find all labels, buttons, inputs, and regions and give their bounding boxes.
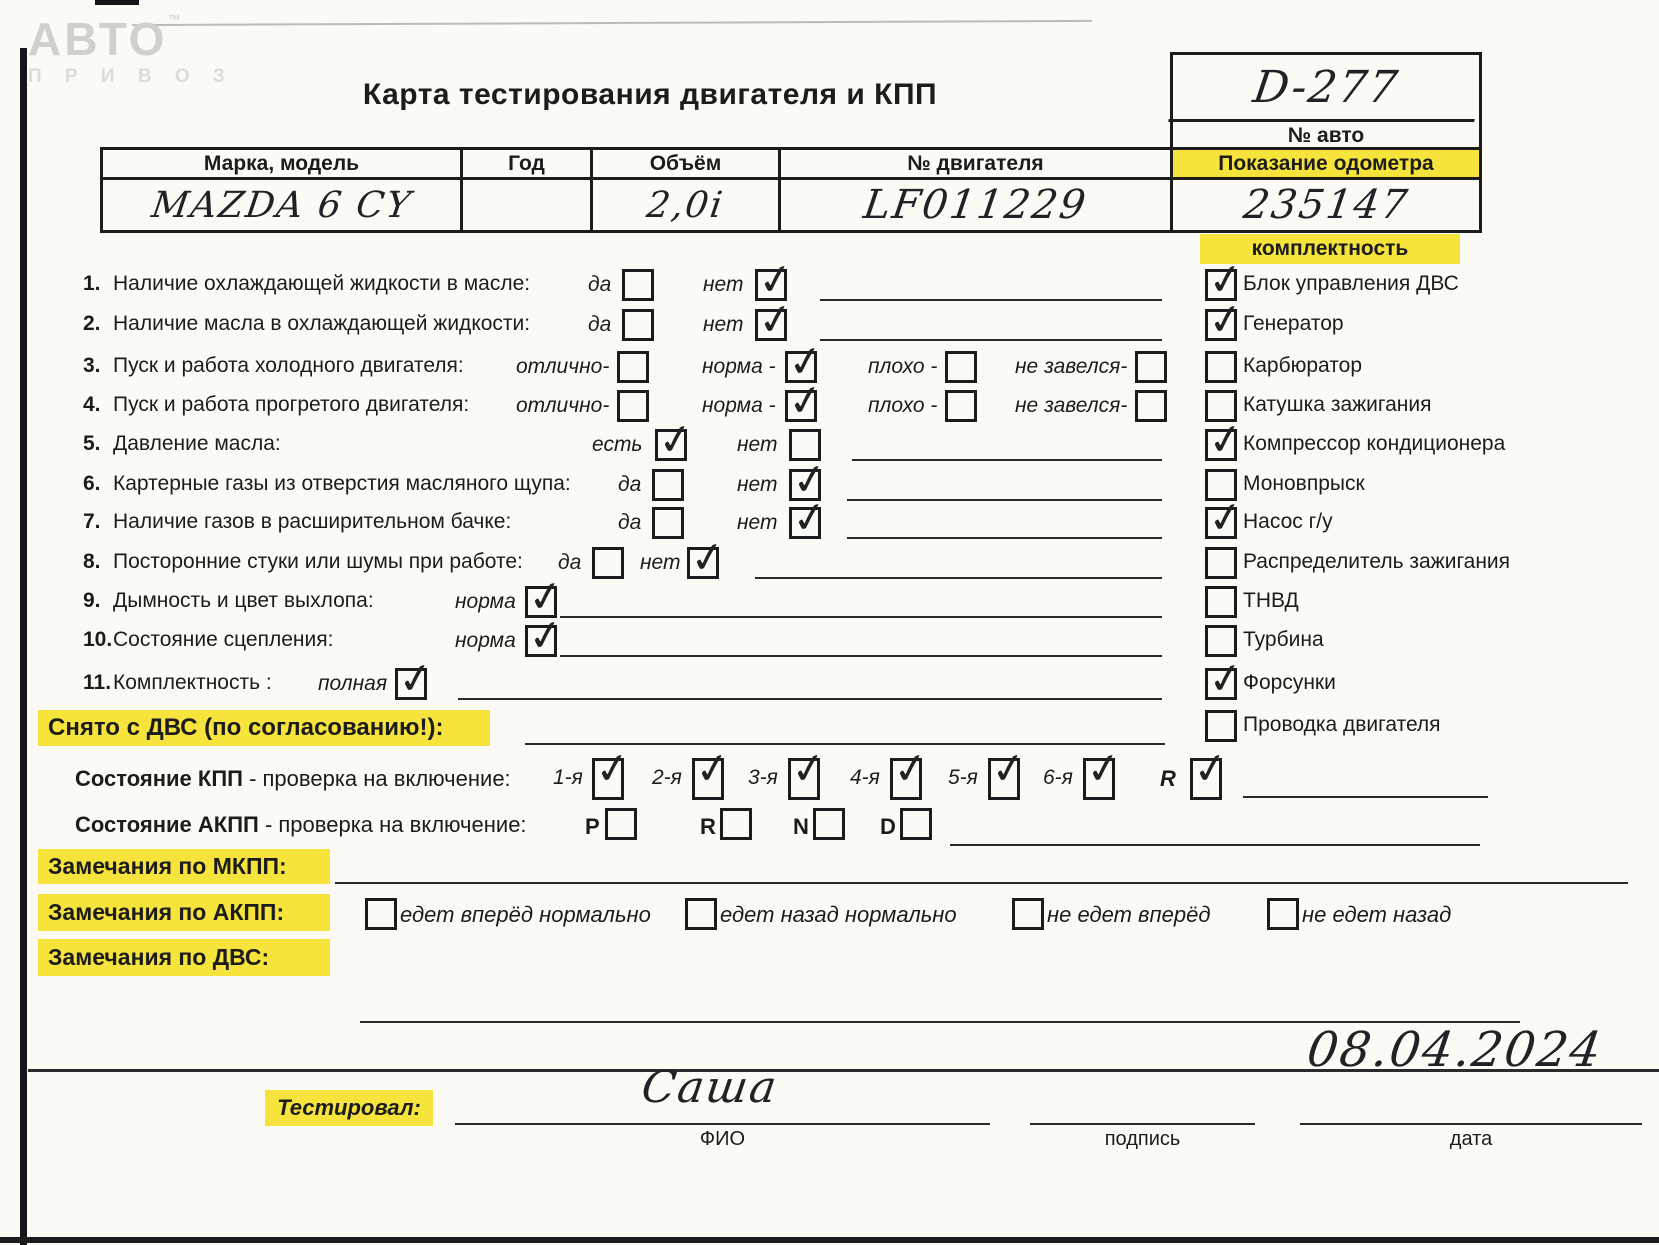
gear-checkbox-4[interactable] [890,758,922,800]
option-label-drives-backward-ok: едет назад нормально [720,902,957,927]
column-header-year: Год [463,150,593,180]
car-number-box [1170,52,1482,150]
akpp-label-rest: - проверка на включение: [258,812,527,837]
item-number: 11. [83,671,112,694]
volume-handwritten: 2,0i [644,184,727,226]
checkbox-no-drive-forward[interactable] [1012,898,1044,930]
auto-gearbox-check-row [0,806,1659,848]
checkbox-no-start[interactable] [1135,390,1167,422]
checkbox-drives-forward-ok[interactable] [365,898,397,930]
date-label: дата [1449,1128,1493,1150]
equipment-label: Генератор [1243,312,1344,335]
item-number: 5. [83,432,101,455]
manual-gearbox-check-row [0,758,1659,802]
equipment-label: Распределитель зажигания [1243,550,1511,573]
item-label: Давление масла: [113,432,281,455]
item-label: Пуск и работа прогретого двигателя: [113,393,470,416]
equipment-checkbox[interactable] [1205,429,1237,461]
logo-text-top: АВТО [28,13,168,65]
position-checkbox-r[interactable] [720,808,752,840]
equipment-label: Турбина [1243,628,1324,651]
position-label-d: D [880,814,896,839]
checkbox-yes[interactable] [592,547,624,579]
option-label-present: есть [592,433,643,456]
make-model-handwritten: MAZDA 6 CY [148,184,415,226]
remarks-akpp-label: Замечания по АКПП: [38,894,330,931]
checkbox-no[interactable] [789,507,821,539]
blank-line [820,298,1162,301]
vehicle-info-table [100,147,1482,233]
option-label-no: нет [737,473,778,496]
option-label-no: нет [737,433,778,456]
tested-by-label: Тестировал: [265,1090,433,1126]
column-header-volume: Объём [593,150,781,180]
gear-label-r: R [1160,766,1176,791]
item-number: 2. [83,312,101,335]
equipment-checkbox[interactable] [1205,309,1237,341]
gear-checkbox-6[interactable] [1083,758,1115,800]
equipment-checkbox[interactable] [1205,586,1237,618]
equipment-item [1205,668,1655,702]
item-number: 8. [83,550,101,573]
odometer-handwritten: 235147 [1240,182,1412,228]
logo-text-bottom: П Р И В О З [28,66,234,87]
option-label-bad: плохо - [868,355,938,378]
remarks-mkpp-label: Замечания по МКПП: [38,849,330,884]
checkbox-excellent[interactable] [617,390,649,422]
scan-edge-bottom [0,1237,1659,1243]
option-label-no-start: не завелся- [1015,355,1128,378]
equipment-item [1205,710,1655,744]
blank-line [950,843,1480,846]
kpp-label-bold: Состояние КПП [75,766,243,791]
equipment-label: Компрессор кондиционера [1243,432,1506,455]
option-label-norm: норма - [702,394,776,417]
option-label-no: нет [703,313,744,336]
signature-line [1030,1122,1255,1125]
option-label-yes: да [588,273,612,296]
equipment-checkbox[interactable] [1205,668,1237,700]
checkbox-drives-backward-ok[interactable] [685,898,717,930]
form-title: Карта тестирования двигателя и КПП [362,78,938,111]
gear-label-4: 4-я [850,766,880,789]
vehicle-table-header-row [103,150,1479,180]
gear-checkbox-5[interactable] [988,758,1020,800]
item-number: 7. [83,510,101,533]
scan-mark [95,0,139,5]
item-label: Дымность и цвет выхлопа: [113,589,374,612]
checkbox-bad[interactable] [945,351,977,383]
option-label-no: нет [737,511,778,534]
equipment-item [1205,269,1655,303]
option-label-yes: да [588,313,612,336]
date-handwritten: 08.04.2024 [1303,1022,1607,1078]
gear-checkbox-2[interactable] [692,758,724,800]
blank-line [847,498,1162,501]
checkbox-no[interactable] [687,547,719,579]
column-header-engine-number: № двигателя [781,150,1173,180]
equipment-item [1205,625,1655,659]
option-label-excellent: отлично- [516,394,610,417]
equipment-checkbox[interactable] [1205,547,1237,579]
equipment-item [1205,547,1655,581]
option-label-excellent: отлично- [516,355,610,378]
column-header-odometer: Показание одометра [1173,150,1479,180]
item-number: 4. [83,393,101,416]
equipment-label: Катушка зажигания [1243,393,1432,416]
option-label-norm: норма - [702,355,776,378]
equipment-label: Насос г/у [1243,510,1333,533]
item-label: Состояние сцепления: [113,628,334,651]
option-label-yes: да [618,511,642,534]
fio-line [455,1122,990,1125]
date-line [1300,1122,1642,1125]
trademark-symbol: ™ [167,12,181,27]
fio-label: ФИО [699,1128,746,1150]
position-checkbox-p[interactable] [605,808,637,840]
engine-number-handwritten: LF011229 [860,182,1091,228]
equipment-item [1205,507,1655,541]
equipment-item [1205,390,1655,424]
checkbox-no-drive-backward[interactable] [1267,898,1299,930]
position-label-r: R [700,814,716,839]
gear-label-1: 1-я [553,766,583,789]
checkbox-norm[interactable] [525,625,557,657]
item-number: 10. [83,628,113,651]
equipment-checkbox[interactable] [1205,710,1237,742]
blank-line [335,881,1628,884]
blank-line [560,654,1162,657]
item-label: Посторонние стуки или шумы при работе: [113,550,523,573]
equipment-checkbox[interactable] [1205,351,1237,383]
checkbox-norm[interactable] [785,390,817,422]
blank-line [560,615,1162,618]
gear-label-6: 6-я [1043,766,1073,789]
item-label: Наличие охлаждающей жидкости в масле: [113,272,531,295]
blank-line [852,458,1162,461]
checkbox-no-start[interactable] [1135,351,1167,383]
column-header-make-model: Марка, модель [103,150,463,180]
option-label-no: нет [703,273,744,296]
equipment-item [1205,429,1655,463]
equipment-section-header: комплектность [1200,234,1460,264]
item-number: 1. [83,272,101,295]
equipment-label: Блок управления ДВС [1243,272,1459,295]
position-checkbox-n[interactable] [813,808,845,840]
checkbox-no[interactable] [755,309,787,341]
gear-label-5: 5-я [948,766,978,789]
checkbox-yes[interactable] [622,269,654,301]
equipment-label: Карбюратор [1243,354,1363,377]
item-label: Картерные газы из отверстия масляного щупа: [113,472,571,495]
option-label-no-drive-backward: не едет назад [1302,902,1452,927]
item-label: Наличие масла в охлаждающей жидкости: [113,312,531,335]
option-label-full: полная [318,672,388,695]
item-label: Наличие газов в расширительном бачке: [113,510,512,533]
vehicle-table-value-row [103,180,1479,230]
equipment-label: Проводка двигателя [1243,713,1441,736]
signature-label: подпись [1104,1128,1181,1150]
option-label-bad: плохо - [868,394,938,417]
option-label-yes: да [558,551,582,574]
checkbox-present[interactable] [655,429,687,461]
removed-from-engine-label: Снято с ДВС (по согласованию!): [38,710,490,746]
item-label: Пуск и работа холодного двигателя: [113,354,464,377]
gear-label-3: 3-я [748,766,778,789]
option-label-norm: норма [455,590,516,613]
equipment-item [1205,586,1655,620]
position-label-n: N [793,814,809,839]
item-label: Комплектность : [113,671,272,694]
equipment-label: ТНВД [1243,589,1299,612]
equipment-item [1205,309,1655,343]
gear-checkbox-3[interactable] [788,758,820,800]
option-label-no-start: не завелся- [1015,394,1128,417]
car-number-value: D-277 [1168,55,1483,122]
blank-line [820,338,1162,341]
gear-checkbox-1[interactable] [592,758,624,800]
option-label-yes: да [618,473,642,496]
scan-streak [132,20,1092,26]
blank-line [755,576,1162,579]
avtoprivoz-logo [28,12,234,88]
gear-checkbox-r[interactable] [1190,758,1222,800]
remarks-dvs-label: Замечания по ДВС: [38,939,330,976]
akpp-label-bold: Состояние АКПП [75,812,259,837]
equipment-item [1205,351,1655,385]
option-label-no: нет [640,551,681,574]
akpp-remarks-options-row [0,896,1659,936]
kpp-label-rest: - проверка на включение: [242,766,511,791]
equipment-checkbox[interactable] [1205,507,1237,539]
checkbox-full[interactable] [395,668,427,700]
option-label-no-drive-forward: не едет вперёд [1047,902,1211,927]
equipment-label: Форсунки [1243,671,1336,694]
option-label-drives-forward-ok: едет вперёд нормально [400,902,651,927]
blank-line [458,697,1162,700]
position-checkbox-d[interactable] [900,808,932,840]
checkbox-yes[interactable] [652,469,684,501]
akpp-row-label [75,812,527,838]
checkbox-yes[interactable] [652,507,684,539]
item-number: 6. [83,472,101,495]
car-number-label: № авто [1287,124,1365,147]
tester-name-handwritten: Саша [638,1062,782,1113]
option-label-norm: норма [455,629,516,652]
equipment-item [1205,469,1655,503]
item-number: 3. [83,354,101,377]
blank-line [847,536,1162,539]
blank-line [1243,795,1488,798]
checkbox-bad[interactable] [945,390,977,422]
item-number: 9. [83,589,101,612]
position-label-p: P [585,814,600,839]
kpp-row-label [75,766,511,792]
checkbox-excellent[interactable] [617,351,649,383]
gear-label-2: 2-я [652,766,682,789]
equipment-label: Моновпрыск [1243,472,1365,495]
checkbox-yes[interactable] [622,309,654,341]
